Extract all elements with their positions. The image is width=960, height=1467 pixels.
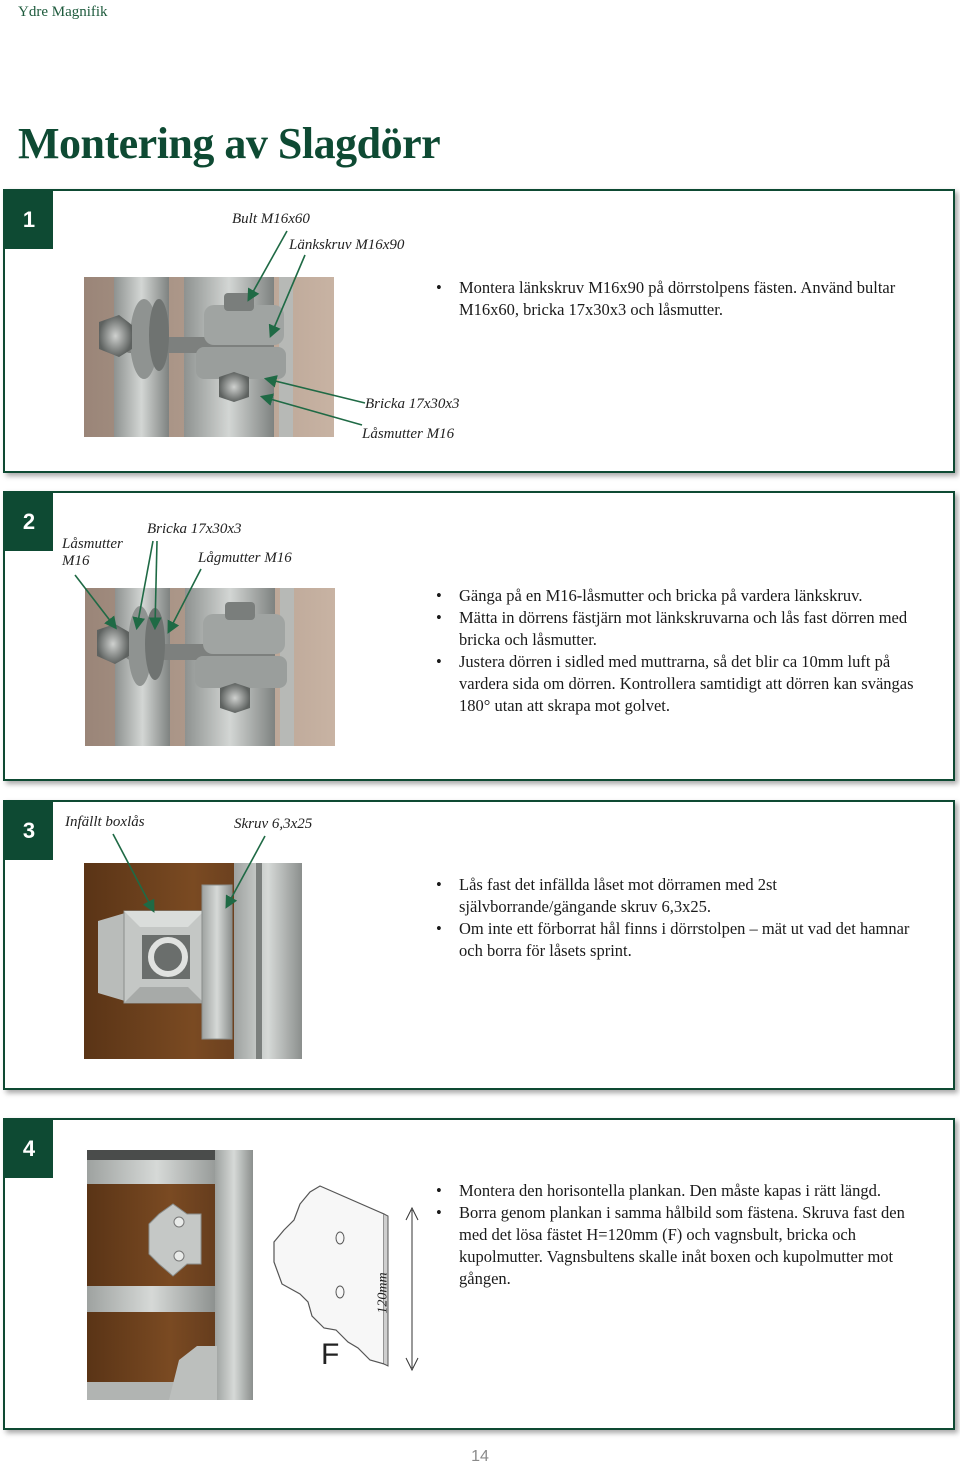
step-number: 1 [5,191,53,249]
label-lagmutter: Lågmutter M16 [198,550,292,566]
list-item: • Justera dörren i sidled med muttrarna, så det blir ca 10mm luft på vardera sida om dörren. Kontrollera samtidigt att dörren kan svängas 180° utan att skrapa mot golvet. [433,651,923,717]
step-2-panel [3,491,955,781]
bracket-f-drawing [260,1180,430,1380]
step-3-panel [3,800,955,1090]
step-number: 4 [5,1120,53,1178]
list-item: • Montera länkskruv M16x90 på dörrstolpens fästen. Använd bultar M16x60, bricka 17x30x3 och låsmutter. [433,277,923,321]
list-item: • Lås fast det infällda låset mot dörramen med 2st självborrande/gängande skruv 6,3x25. [433,874,923,918]
label-lankskruv: Länkskruv M16x90 [289,237,405,253]
box-lock-photo [84,863,302,1059]
step-2-instructions [433,585,923,717]
list-item: • Mätta in dörrens fästjärn mot länkskruvarna och lås fast dörren med bricka och låsmutter. [433,607,923,651]
step-1-instructions [433,277,923,321]
label-f: F [321,1338,340,1371]
step-number: 3 [5,802,53,860]
hinge-mount-photo [85,588,335,746]
list-item: • Om inte ett förborrat hål finns i dörrstolpen – mät ut vad det hamnar och borra för låsets sprint. [433,918,923,962]
step-3-instructions [433,874,923,962]
label-boxlas: Infällt boxlås [65,814,145,830]
list-item: • Montera den horisontella plankan. Den måste kapas i rätt längd. [433,1180,923,1202]
label-bricka: Bricka 17x30x3 [365,396,460,412]
step-1-panel [3,189,955,473]
hinge-bolt-photo [84,277,334,437]
step-number: 2 [5,493,53,551]
list-item: • Borra genom plankan i samma hålbild som fästena. Skruva fast den med det lösa fästet H=120mm (F) och vagnsbult, bricka och kupolmutter. Vagnsbultens skalle inåt boxen och kupolmutter mot gången. [433,1202,923,1290]
label-skruv: Skruv 6,3x25 [234,816,313,832]
step-4-instructions [433,1180,923,1290]
label-lasmutter: Låsmutter M16 [62,536,123,569]
brand-header: Ydre Magnifik [18,4,108,20]
step-4-panel [3,1118,955,1430]
label-lasmutter: Låsmutter M16 [362,426,455,442]
list-item: • Gänga på en M16-låsmutter och bricka på vardera länkskruv. [433,585,923,607]
page-title: Montering av Slagdörr [18,119,441,168]
label-bult: Bult M16x60 [232,211,310,227]
dimension-label: 120mm [375,1272,391,1314]
page-number: 14 [471,1448,489,1465]
label-bricka: Bricka 17x30x3 [147,521,242,537]
plank-mount-photo [87,1150,253,1400]
